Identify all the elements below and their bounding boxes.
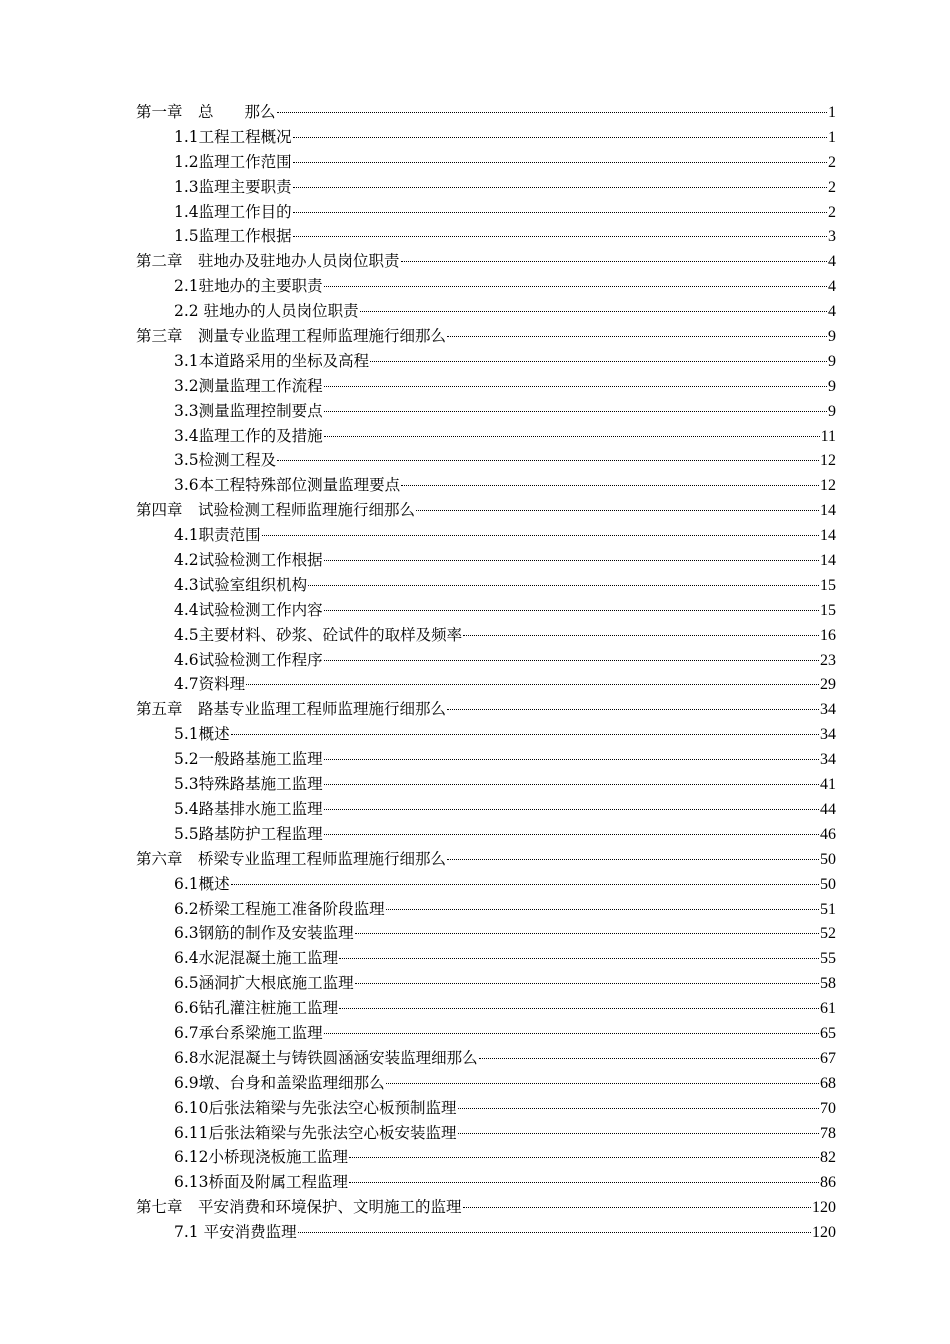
toc-section-entry[interactable]: [136, 274, 836, 299]
toc-page-number: 15: [820, 576, 836, 594]
toc-entry-title: 第二章 驻地办及驻地办人员岗位职责: [136, 252, 400, 271]
toc-page-number: 46: [820, 825, 836, 843]
toc-page-number: 1: [828, 104, 836, 121]
toc-page-number: 2: [828, 178, 836, 196]
toc-section-entry[interactable]: [136, 872, 836, 897]
toc-entry-title: 6.10后张法箱梁与先张法空心板预制监理: [174, 1098, 457, 1117]
table-of-contents: [136, 100, 836, 1245]
dot-leader: [324, 834, 819, 835]
dot-leader: [324, 1033, 819, 1034]
toc-section-entry[interactable]: [136, 299, 836, 324]
dot-leader: [293, 162, 827, 163]
toc-section-entry[interactable]: [136, 548, 836, 573]
toc-section-entry[interactable]: [136, 523, 836, 548]
toc-entry-title: 6.13桥面及附属工程监理: [174, 1173, 349, 1192]
toc-entry-title: 6.6钻孔灌注桩施工监理: [174, 999, 339, 1018]
toc-entry-title: 第一章 总 那么: [136, 103, 276, 121]
toc-section-entry[interactable]: [136, 971, 836, 996]
dot-leader: [349, 1157, 819, 1158]
toc-entry-title: 4.7资料理: [174, 675, 246, 694]
toc-page-number: 34: [820, 726, 836, 744]
toc-section-entry[interactable]: [136, 125, 836, 150]
toc-entry-title: 第四章 试验检测工程师监理施行细那么: [136, 501, 416, 520]
toc-section-entry[interactable]: [136, 1071, 836, 1096]
toc-section-entry[interactable]: [136, 374, 836, 399]
toc-entry-title: 5.5路基防护工程监理: [174, 824, 323, 843]
toc-section-entry[interactable]: [136, 473, 836, 498]
dot-leader: [324, 286, 827, 287]
toc-section-entry[interactable]: [136, 946, 836, 971]
dot-leader: [324, 610, 819, 611]
toc-entry-title: 6.11后张法箱梁与先张法空心板安装监理: [174, 1123, 457, 1142]
toc-section-entry[interactable]: [136, 747, 836, 772]
toc-section-entry[interactable]: [136, 349, 836, 374]
toc-entry-title: 3.2测量监理工作流程: [174, 376, 323, 395]
toc-chapter-entry[interactable]: [136, 324, 836, 349]
dot-leader: [386, 1083, 819, 1084]
dot-leader: [355, 983, 819, 984]
dot-leader: [277, 460, 819, 461]
toc-page-number: 55: [820, 950, 836, 968]
toc-page-number: 52: [820, 925, 836, 943]
toc-entry-title: 6.8水泥混凝土与铸铁圆涵涵安装监理细那么: [174, 1048, 478, 1067]
toc-chapter-entry[interactable]: [136, 697, 836, 722]
dot-leader: [458, 1133, 819, 1134]
toc-page-number: 16: [820, 626, 836, 644]
toc-entry-title: 第三章 测量专业监理工程师监理施行细那么: [136, 327, 447, 346]
dot-leader: [370, 361, 827, 362]
toc-entry-title: 6.12小桥现浇板施工监理: [174, 1148, 349, 1167]
toc-page-number: 9: [828, 328, 836, 346]
toc-page-number: 23: [820, 651, 836, 669]
dot-leader: [447, 709, 819, 710]
toc-page-number: 14: [820, 502, 836, 520]
toc-page-number: 14: [820, 552, 836, 570]
toc-entry-title: 5.3特殊路基施工监理: [174, 775, 323, 794]
dot-leader: [416, 510, 819, 511]
toc-entry-title: 第六章 桥梁专业监理工程师监理施行细那么: [136, 849, 447, 868]
toc-page-number: 29: [820, 676, 836, 694]
toc-entry-title: 5.4路基排水施工监理: [174, 799, 323, 818]
dot-leader: [231, 734, 819, 735]
toc-section-entry[interactable]: [136, 448, 836, 473]
toc-entry-title: 第五章 路基专业监理工程师监理施行细那么: [136, 700, 447, 719]
toc-entry-title: 7.1 平安消费监理: [174, 1223, 297, 1242]
toc-page-number: 11: [820, 427, 836, 445]
toc-page-number: 70: [820, 1099, 836, 1117]
toc-page-number: 9: [828, 402, 836, 420]
dot-leader: [308, 585, 819, 586]
dot-leader: [262, 535, 819, 536]
toc-section-entry[interactable]: [136, 897, 836, 922]
toc-page-number: 34: [820, 701, 836, 719]
toc-page-number: 78: [820, 1124, 836, 1142]
toc-entry-title: 1.2监理工作范围: [174, 152, 292, 171]
toc-page-number: 9: [828, 377, 836, 395]
toc-page-number: 1: [828, 128, 836, 146]
dot-leader: [293, 137, 827, 138]
toc-entry-title: 1.5监理工作根据: [174, 227, 292, 246]
toc-section-entry[interactable]: [136, 1170, 836, 1195]
toc-section-entry[interactable]: [136, 1096, 836, 1121]
toc-page-number: 12: [820, 477, 836, 495]
toc-section-entry[interactable]: [136, 1021, 836, 1046]
toc-entry-title: 3.6本工程特殊部位测量监理要点: [174, 476, 401, 495]
dot-leader: [324, 560, 819, 561]
toc-section-entry[interactable]: [136, 921, 836, 946]
dot-leader: [324, 660, 819, 661]
toc-page-number: 120: [812, 1199, 836, 1217]
toc-page-number: 86: [820, 1174, 836, 1192]
toc-entry-title: 3.3测量监理控制要点: [174, 401, 323, 420]
toc-page-number: 65: [820, 1024, 836, 1042]
toc-page-number: 58: [820, 975, 836, 993]
toc-entry-title: 5.2一般路基施工监理: [174, 750, 323, 769]
toc-entry-title: 4.3试验室组织机构: [174, 575, 308, 594]
toc-entry-title: 4.1职责范围: [174, 526, 261, 545]
toc-entry-title: 3.1本道路采用的坐标及高程: [174, 351, 370, 370]
toc-section-entry[interactable]: [136, 573, 836, 598]
dot-leader: [324, 784, 819, 785]
toc-section-entry[interactable]: [136, 822, 836, 847]
toc-section-entry[interactable]: [136, 648, 836, 673]
dot-leader: [293, 212, 827, 213]
toc-entry-title: 6.2桥梁工程施工准备阶段监理: [174, 899, 385, 918]
toc-entry-title: 4.5主要材料、砂浆、砼试件的取样及频率: [174, 625, 463, 644]
dot-leader: [463, 1207, 811, 1208]
toc-page-number: 14: [820, 527, 836, 545]
toc-page-number: 4: [828, 253, 836, 271]
toc-section-entry[interactable]: [136, 399, 836, 424]
dot-leader: [324, 809, 819, 810]
toc-entry-title: 6.3钢筋的制作及安装监理: [174, 924, 354, 943]
dot-leader: [293, 187, 827, 188]
toc-section-entry[interactable]: [136, 722, 836, 747]
toc-entry-title: 6.9墩、台身和盖梁监理细那么: [174, 1073, 385, 1092]
toc-page-number: 44: [820, 800, 836, 818]
toc-section-entry[interactable]: [136, 672, 836, 697]
toc-page-number: 12: [820, 452, 836, 470]
dot-leader: [324, 386, 827, 387]
dot-leader: [293, 236, 827, 237]
dot-leader: [324, 411, 827, 412]
toc-entry-title: 4.6试验检测工作程序: [174, 650, 323, 669]
toc-entry-title: 3.5检测工程及: [174, 451, 277, 470]
toc-entry-title: 4.2试验检测工作根据: [174, 551, 323, 570]
toc-section-entry[interactable]: [136, 623, 836, 648]
toc-section-entry[interactable]: [136, 598, 836, 623]
toc-entry-title: 6.1概述: [174, 874, 230, 893]
toc-entry-title: 1.3监理主要职责: [174, 177, 292, 196]
dot-leader: [277, 112, 827, 113]
toc-section-entry[interactable]: [136, 175, 836, 200]
toc-chapter-entry[interactable]: [136, 249, 836, 274]
toc-chapter-entry[interactable]: [136, 498, 836, 523]
toc-chapter-entry[interactable]: [136, 1195, 836, 1220]
toc-page-number: 68: [820, 1074, 836, 1092]
toc-entry-title: 6.5涵洞扩大根底施工监理: [174, 974, 354, 993]
toc-section-entry[interactable]: [136, 224, 836, 249]
toc-page-number: 50: [820, 875, 836, 893]
dot-leader: [355, 933, 819, 934]
dot-leader: [349, 1182, 819, 1183]
dot-leader: [401, 261, 827, 262]
toc-entry-title: 6.7承台系梁施工监理: [174, 1023, 323, 1042]
toc-section-entry[interactable]: [136, 1220, 836, 1245]
toc-page-number: 67: [820, 1049, 836, 1067]
toc-page-number: 2: [828, 203, 836, 221]
dot-leader: [479, 1058, 819, 1059]
toc-section-entry[interactable]: [136, 150, 836, 175]
dot-leader: [246, 684, 819, 685]
toc-page-number: 15: [820, 601, 836, 619]
dot-leader: [324, 759, 819, 760]
toc-page-number: 3: [828, 228, 836, 246]
toc-entry-title: 第七章 平安消费和环境保护、文明施工的监理: [136, 1198, 462, 1217]
toc-section-entry[interactable]: [136, 797, 836, 822]
toc-page-number: 4: [828, 303, 836, 321]
dot-leader: [339, 958, 819, 959]
toc-entry-title: 4.4试验检测工作内容: [174, 600, 323, 619]
dot-leader: [447, 859, 819, 860]
toc-page-number: 51: [820, 900, 836, 918]
toc-entry-title: 2.2 驻地办的人员岗位职责: [174, 302, 359, 321]
dot-leader: [463, 635, 819, 636]
dot-leader: [298, 1232, 811, 1233]
toc-page-number: 4: [828, 278, 836, 296]
toc-page-number: 41: [820, 776, 836, 794]
toc-page-number: 34: [820, 751, 836, 769]
toc-section-entry[interactable]: [136, 996, 836, 1021]
toc-page-number: 2: [828, 153, 836, 171]
toc-page-number: 50: [820, 850, 836, 868]
toc-section-entry[interactable]: [136, 1121, 836, 1146]
toc-page-number: 120: [812, 1224, 836, 1242]
toc-section-entry[interactable]: [136, 1145, 836, 1170]
toc-section-entry[interactable]: [136, 772, 836, 797]
dot-leader: [401, 485, 819, 486]
dot-leader: [231, 884, 819, 885]
toc-page-number: 61: [820, 1000, 836, 1018]
toc-chapter-entry[interactable]: [136, 100, 836, 125]
toc-section-entry[interactable]: [136, 424, 836, 449]
toc-entry-title: 2.1驻地办的主要职责: [174, 277, 323, 296]
toc-entry-title: 5.1概述: [174, 725, 230, 744]
toc-page-number: 9: [828, 352, 836, 370]
toc-section-entry[interactable]: [136, 200, 836, 225]
dot-leader: [458, 1108, 819, 1109]
dot-leader: [324, 436, 820, 437]
dot-leader: [447, 336, 827, 337]
dot-leader: [339, 1008, 819, 1009]
dot-leader: [360, 311, 827, 312]
toc-entry-title: 6.4水泥混凝土施工监理: [174, 949, 339, 968]
dot-leader: [386, 909, 819, 910]
toc-entry-title: 1.4监理工作目的: [174, 202, 292, 221]
toc-chapter-entry[interactable]: [136, 847, 836, 872]
toc-entry-title: 3.4监理工作的及措施: [174, 426, 323, 445]
toc-page-number: 82: [820, 1149, 836, 1167]
toc-entry-title: 1.1工程工程概况: [174, 127, 292, 146]
toc-section-entry[interactable]: [136, 1046, 836, 1071]
